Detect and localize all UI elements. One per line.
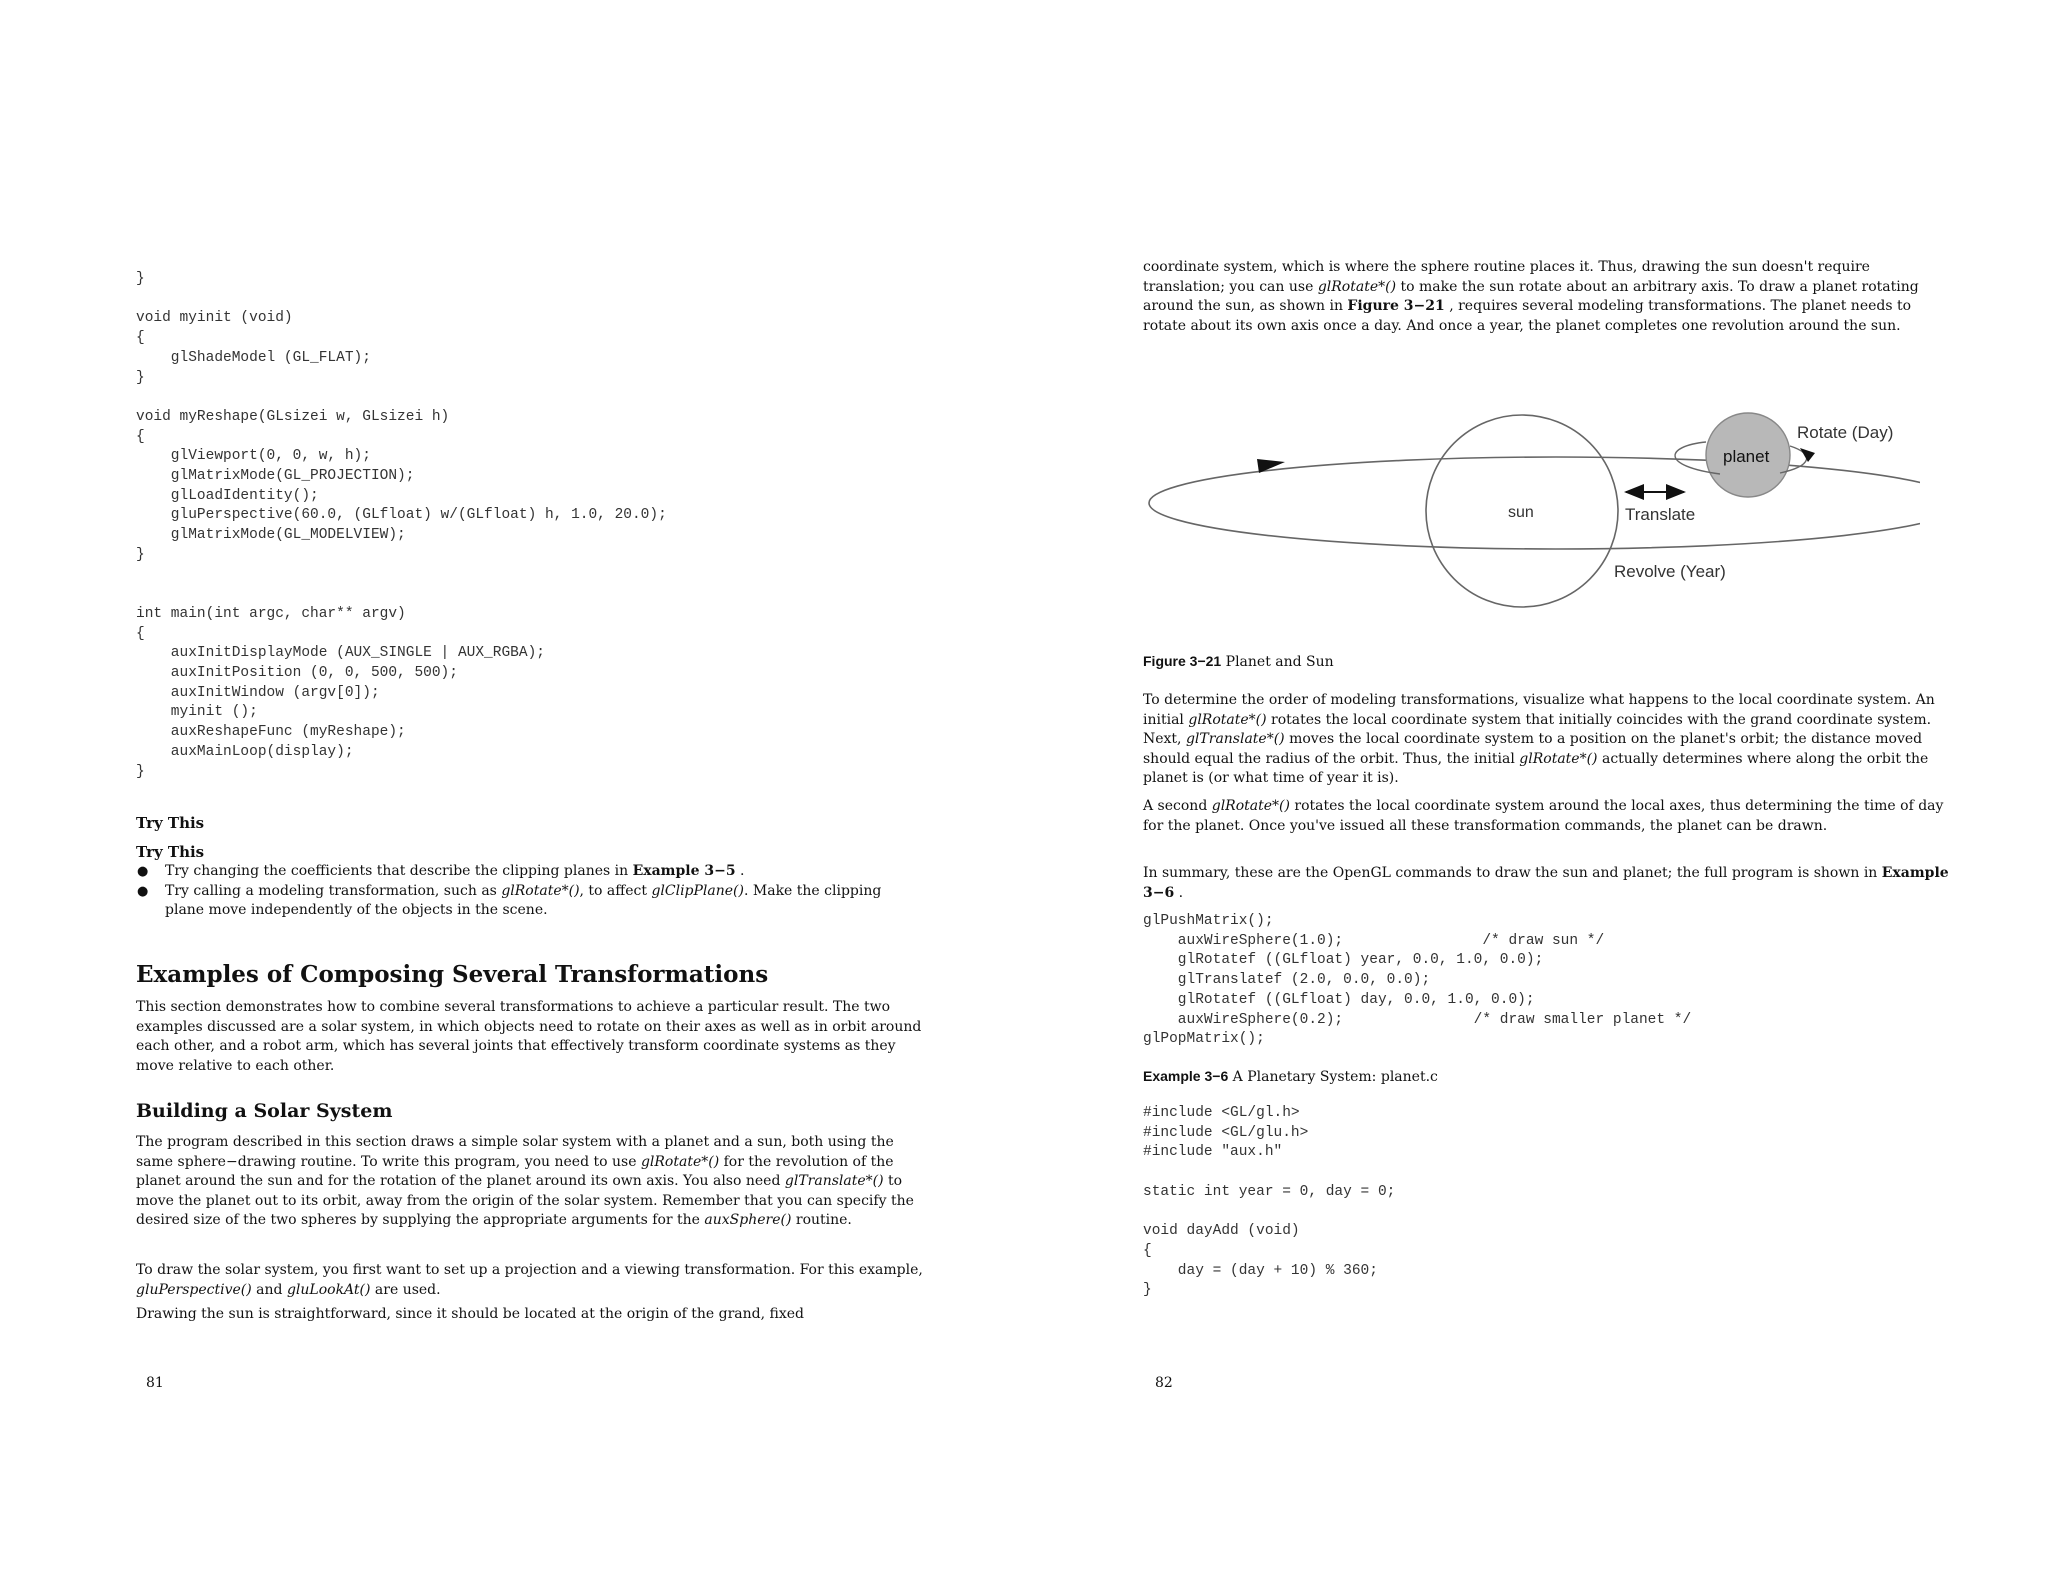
example-ref-link[interactable]: Example 3−5 <box>632 863 736 879</box>
example-caption: Example 3−6 A Planetary System: planet.c <box>1143 1068 1438 1085</box>
function-name: glRotate*() <box>1519 750 1598 767</box>
example-ref-link[interactable]: Example 3−6 <box>1143 865 1949 901</box>
paragraph: To determine the order of modeling transformations, visualize what happens to the local coordinate system. An initial glRotate*() rotates the local coordinate system that initially coincides with the grand coordinate system. Next, glTranslate*() moves the local coordinate system to a position on the planet's orbit; the distance moved should equal the radius of the orbit. Thus, the initial glRotate*() actually determines where along the orbit the planet is (or what time of year it is). <box>1143 692 1935 787</box>
paragraph: A second glRotate*() rotates the local coordinate system around the local axes, thus determining the time of day for the planet. Once you've issued all these transformation commands, the planet can be drawn. <box>1143 798 1944 834</box>
bullet-icon: ● <box>137 883 149 899</box>
function-name: glRotate*() <box>1317 278 1397 295</box>
right-page <box>1024 0 2048 1582</box>
rotation-arrowhead-icon <box>1800 448 1815 462</box>
section-title: Examples of Composing Several Transformations <box>136 961 769 988</box>
list-item: ● Try calling a modeling transformation, such as glRotate*(), to affect glClipPlane(). Make the clipping plane move independently of the objects in the scene. <box>137 882 882 919</box>
function-name: glTranslate*() <box>784 1173 884 1190</box>
page-number: 81 <box>146 1375 164 1391</box>
function-name: gluLookAt() <box>286 1281 371 1298</box>
page-number: 82 <box>1155 1375 1173 1391</box>
function-name: gluPerspective() <box>136 1281 252 1298</box>
revolve-label: Revolve (Year) <box>1614 562 1726 581</box>
list-item: ● Try changing the coefficients that describe the clipping planes in Example 3−5 . <box>136 862 916 882</box>
paragraph: Drawing the sun is straightforward, since it should be located at the origin of the grand, fixed <box>136 1306 804 1322</box>
planet-sun-diagram <box>1140 396 1920 628</box>
figure-ref-link[interactable]: Figure 3−21 <box>1347 298 1445 315</box>
function-name: glRotate*() <box>501 882 580 899</box>
function-name: glTranslate*() <box>1185 731 1285 748</box>
bullet-icon: ● <box>137 864 149 879</box>
figure-caption: Figure 3−21 Planet and Sun <box>1143 653 1334 670</box>
code-block-reshape-main: } void myinit (void) { glShadeModel (GL_FLAT); } void myReshape(GLsizei w, GLsizei h) { glViewport(0, 0, w, h); glMatrixMode(GL_PROJECTION); glLoadIdentity(); gluPerspective(60.0, (GLfloat) w/(GLfloat) h, 1.0, 20.0); glMatrixMode(GL_MODELVIEW); } int main(int argc, char** argv) { auxInitDisplayMode (AUX_SINGLE | AUX_RGBA); auxInitPosition (0, 0, 500, 500); auxInitWindow (argv[0]); myinit (); auxReshapeFunc (myReshape); auxMainLoop(display); } <box>136 271 667 780</box>
section-intro: This section demonstrates how to combine several transformations to achieve a particular result. The two examples discussed are a solar system, in which objects need to rotate on their axes as well as in orbit around each other, and a robot arm, which has several joints that effectively transform coordinate systems as they move relative to each other. <box>136 999 922 1074</box>
try-this-heading-2: Try This <box>136 843 205 861</box>
paragraph: In summary, these are the OpenGL commands to draw the sun and planet; the full program is shown in Example 3−6 . <box>1143 865 1949 901</box>
code-block-draw-sun-planet: glPushMatrix(); auxWireSphere(1.0); /* draw sun */ glRotatef ((GLfloat) year, 0.0, 1.0, 0.0); glTranslatef (2.0, 0.0, 0.0); glRotatef ((GLfloat) day, 0.0, 1.0, 0.0); auxWireSphere(0.2); /* draw smaller planet */ glPopMatrix(); <box>1143 913 1692 1048</box>
function-name: glRotate*() <box>1188 711 1267 728</box>
sun-label: sun <box>1508 504 1534 521</box>
function-name: glRotate*() <box>1211 798 1290 814</box>
translate-label: Translate <box>1625 505 1696 524</box>
function-name: glClipPlane() <box>651 882 744 899</box>
paragraph: To draw the solar system, you first want to set up a projection and a viewing transformation. For this example, gluPerspective() and gluLookAt() are used. <box>136 1262 923 1298</box>
function-name: glRotate*() <box>640 1153 720 1170</box>
paragraph: coordinate system, which is where the sphere routine places it. Thus, drawing the sun doesn't require translation; you can use glRotate*() to make the sun rotate about an arbitrary axis. To draw a planet rotating around the sun, as shown in Figure 3−21 , requires several modeling transformations. The planet needs to rotate about its own axis once a day. And once a year, the planet completes one revolution around the sun. <box>1143 259 1919 334</box>
planet-label: planet <box>1723 447 1770 466</box>
paragraph: The program described in this section draws a simple solar system with a planet and a sun, both using the same sphere−drawing routine. To write this program, you need to use glRotate*() for the revolution of the planet around the sun and for the rotation of the planet around its own axis. You also need glTranslate*() to move the planet out to its orbit, away from the origin of the solar system. Remember that you can specify the desired size of the two spheres by supplying the appropriate arguments for the auxSphere() routine. <box>136 1134 914 1229</box>
try-this-heading: Try This <box>136 814 205 832</box>
code-block-planet-c: #include <GL/gl.h> #include <GL/glu.h> #include "aux.h" static int year = 0, day = 0; void dayAdd (void) { day = (day + 10) % 360; } <box>1143 1105 1396 1299</box>
subsection-title: Building a Solar System <box>136 1100 393 1122</box>
try-this-list <box>136 862 916 921</box>
function-name: auxSphere() <box>704 1212 792 1229</box>
rotate-label: Rotate (Day) <box>1797 423 1894 442</box>
